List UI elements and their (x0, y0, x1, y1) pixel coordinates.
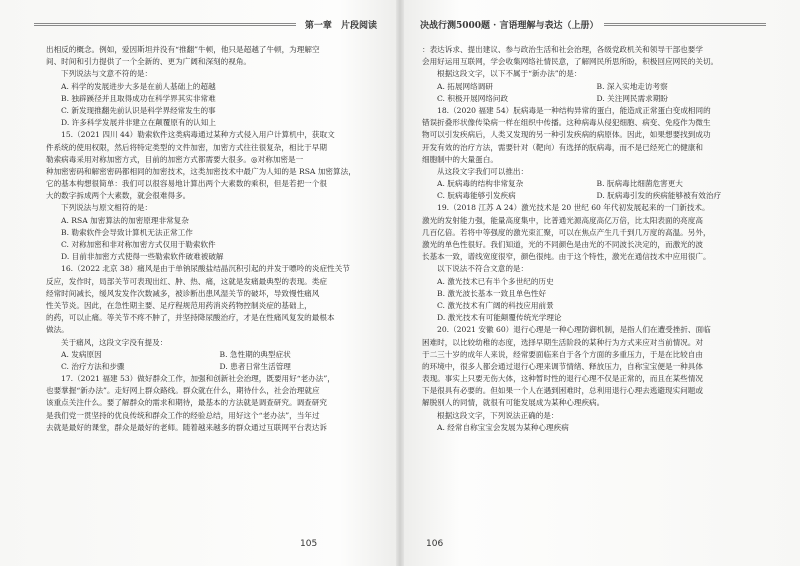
answer-option: B. 勒索软件会导致计算机无法正常工作 (61, 227, 193, 237)
text-line: 该重点关注什么。要了解群众的需求和期待，最基本的方法就是调查研究。调查研究 (46, 398, 327, 408)
answer-option: B. 独辟蹊径并且取得成功在科学界其实非常难 (61, 93, 216, 103)
text-line: 也要掌握“新办法”。走好网上群众路线。群众就在什么，期待什么，社会治理就应 (46, 386, 320, 396)
paragraph-start: 15.（2021 四川 44）勒索软件这类病毒通过某种方式侵入用户计算机中，获取文 (61, 130, 335, 140)
text-line: 反应，发作时，局部关节可表现出红、肿、热、痛，这就是发痛最典型的表现。类症 (46, 276, 327, 286)
text-line: 表现。事实上只要无伤大体，这种暂时性的退行心理不仅是正常的，而且在某些情况 (422, 374, 703, 384)
answer-option: C. 对称加密和非对称加密方式仅用于勒索软件 (61, 240, 216, 249)
answer-option: B. 激光波长基本一致且单色性好 (437, 288, 547, 298)
answer-option: D. 关注网民需求期盼 (596, 93, 668, 103)
text-line: 解脱别人的同情，就很有可能发展成为某种心理疾病。 (422, 398, 605, 408)
text-line: 它的基本构想很简单：我们可以很容易地计算出两个大素数的乘积，但是若把一个很 (46, 179, 327, 189)
option-pair (46, 361, 378, 373)
text-line: 勒索病毒采用对称加密方式，目前的加密方式都需要大很多。◎对称加密是一 (46, 154, 304, 164)
paragraph-start: 16.（2022 北京 38）痛风是由于单钠尿酸盐结晶沉积引起的并发于嘌呤的炎症性关节 (61, 264, 350, 274)
chapter-label: 第一章 (304, 20, 332, 31)
answer-option: A. 朊病毒的结构非常复杂 (437, 179, 524, 189)
text-line: 大的数字拆成两个大素数，就会很难得多。 (46, 191, 191, 201)
text-line: 错误折叠形状像传染病一样在组织中传播。这种病毒从侵犯细胞、病变、免疫作为微生 (422, 118, 711, 128)
paragraph-start: 关于痛风，这段文字没有提及： (61, 337, 168, 347)
answer-option: D. 激光技术有可能颠覆传统光学理论 (437, 313, 562, 323)
text-line: 是我们党一贯坚持的优良传统和群众工作的经验总结，用好这个“老办法”，当年过 (46, 410, 320, 420)
right-page (400, 0, 800, 566)
text-line: 的药，可以止痛。等关节不疼不肿了，并坚持降尿酸治疗，才是在性痛风复发的最根本 (46, 313, 335, 323)
answer-option: D. 许多科学发展并非建立在颠覆原有的认知上 (61, 118, 216, 128)
paragraph-start: 18.（2020 福建 54）朊病毒是一种结构异常的蛋白，能造成正常蛋白变成相同的 (437, 105, 711, 115)
paragraph-start: 以下说法不符合文意的是： (437, 264, 529, 274)
answer-option: C. 朊病毒能够引发疾病 (437, 191, 516, 201)
answer-option: A. 经常自称宝宝会发展为某种心理疾病 (437, 422, 569, 432)
answer-option: D. 目前非加密方式使得一些勒索软件破难被破解 (61, 252, 224, 262)
answer-option: C. 激光技术有广阔的科技应用前景 (437, 300, 554, 310)
paragraph-start: 根据这段文字，以下不属于“新办法”的是： (437, 69, 582, 79)
answer-option: D. 患者日常生活管理 (219, 361, 291, 371)
text-line: 的环境中，很多人都会通过退行心理来调节情绪、释放压力，自称宝宝便是一种具体 (422, 361, 703, 371)
answer-option: C. 积极开展网络问政 (437, 93, 509, 103)
answer-option: C. 治疗方法和步骤 (61, 361, 125, 371)
text-line: 去就是最好的课堂，群众是最好的老师。随着越来越多的群众通过互联网平台表达诉 (46, 422, 327, 432)
option-pair (422, 81, 756, 93)
paragraph-start: 20.（2021 安徽 60）退行心理是一种心理防御机制，是指人们在遭受挫折、面临 (437, 325, 711, 335)
text-line: 长基本一致，谱线宽度很窄，颜色很纯。由于这个特性，激光在通信技术中应用很广。 (422, 252, 711, 262)
answer-option: C. 新发现推翻先前认识是科学界经常发生的事 (61, 105, 216, 115)
text-line: 出相反的概念。例如，爱因斯坦并没有“推翻”牛顿，他只是超越了牛顿，为理解空 (46, 45, 320, 54)
paragraph-start: 17.（2021 福建 53）做好群众工作，加强和创新社会治理，既要用好“老办法”， (61, 374, 335, 384)
answer-option: D. 朊病毒引发的疾病能够被有效治疗 (596, 191, 722, 201)
answer-option: A. 拓展网络调研 (437, 81, 493, 91)
text-line: 困难时，以比较幼稚的态度，选择早期生活阶段的某种行为方式来应对当前情况。对 (422, 337, 703, 347)
paragraph-start: 19.（2018 江苏 A 24）激光技术是 20 世纪 60 年代初发展起来的一门新技术。 (437, 203, 710, 213)
option-pair (422, 178, 756, 190)
right-page-body (422, 44, 756, 434)
option-pair (422, 190, 756, 202)
text-line: ：表达诉求、提出建议、参与政治生活和社会治理，各级党政机关和领导干部也要学 (422, 45, 703, 54)
answer-option: A. 发病原因 (61, 349, 102, 359)
book-gutter (396, 0, 404, 566)
paragraph-start: 从这段文字我们可以推出： (437, 166, 529, 176)
text-line: 种加密密码和解密密码都相同的加密技术，这类加密技术中最广为人知的是 RSA 加密算法， (46, 166, 356, 176)
text-line: 物可以引发疾病后，人类又发现的另一种引发疾病的病原体。因此，如果想要找到成功 (422, 130, 711, 140)
text-line: 下是很具有必要的。但如果一个人在遇到困难时，总利用退行心理去逃避现实问题或 (422, 386, 703, 396)
header-rule (604, 23, 766, 26)
left-page-body (46, 44, 378, 434)
header-rule (34, 23, 296, 26)
text-line: 做法。 (46, 325, 69, 335)
option-pair (46, 349, 378, 361)
text-line: 于二三十岁的成年人来说，经常要面临来自于各个方面的多重压力，于是在比较自由 (422, 349, 703, 359)
answer-option: B. 深入实地走访考察 (596, 81, 668, 91)
left-page-header (34, 17, 380, 31)
page-number: 105 (300, 539, 318, 549)
text-line: 性关节炎。因此，在急性期主要、足疗程规范用药消炎药物控制炎症的基础上， (46, 300, 312, 310)
answer-option: B. 朊病毒比细菌危害更大 (596, 179, 683, 189)
text-line: 经常时间减长，缓风发发作次数减多，被诊断出患风湿关节的破坏，导致慢性痛风 (46, 288, 320, 298)
page-number: 106 (426, 539, 444, 549)
answer-option: A. RSA 加密算法的加密原理非常复杂 (61, 215, 189, 225)
text-line: 会用好运用互联网，学会收集网络社情民意，了解网民所思所盼，积极回应网民的关切。 (422, 57, 719, 67)
text-line: 几百亿倍。若将中等强度的激光束汇聚，可以在焦点产生几千到几万度的高温。另外， (422, 227, 711, 237)
header-title (302, 18, 380, 31)
text-line: 激光的单色性很好。我们知道，光的不同颜色是由光的不同波长决定的，而激光的波 (422, 240, 703, 249)
text-line: 间、时间和引力提供了一个全新的、更为广阔和深刻的视角。 (46, 57, 252, 67)
right-page-header (420, 17, 766, 31)
paragraph-start: 下列说法与文意不符的是： (61, 69, 153, 79)
paragraph-start: 根据这段文字，下列说法正确的是： (437, 410, 559, 420)
text-line: 激光的发射能力强，能量高度集中，比普通光源高度高亿万倍，比太阳表面的亮度高 (422, 215, 703, 225)
book-title: 决战行测5000题 · 言语理解与表达（上册） (420, 20, 599, 31)
option-pair (422, 93, 756, 105)
text-line: 开发有效的治疗方法，需要针对（靶向）有选择的朊病毒，而不是已经死亡的健康和 (422, 142, 703, 152)
chapter-title: 片段阅读 (340, 20, 377, 31)
answer-option: B. 急性期的典型症状 (219, 349, 291, 359)
text-line: 件系统的使用权限，然后将特定类型的文件加密，加密方式往往很复杂，相比于早期 (46, 142, 327, 152)
text-line: 细胞制中的大量蛋白。 (422, 154, 498, 164)
answer-option: A. 激光技术已有半个多世纪的历史 (437, 276, 554, 286)
answer-option: A. 科学的发展进步大多是在前人基础上的超越 (61, 81, 216, 91)
paragraph-start: 下列说法与原文相符的是： (61, 203, 153, 213)
